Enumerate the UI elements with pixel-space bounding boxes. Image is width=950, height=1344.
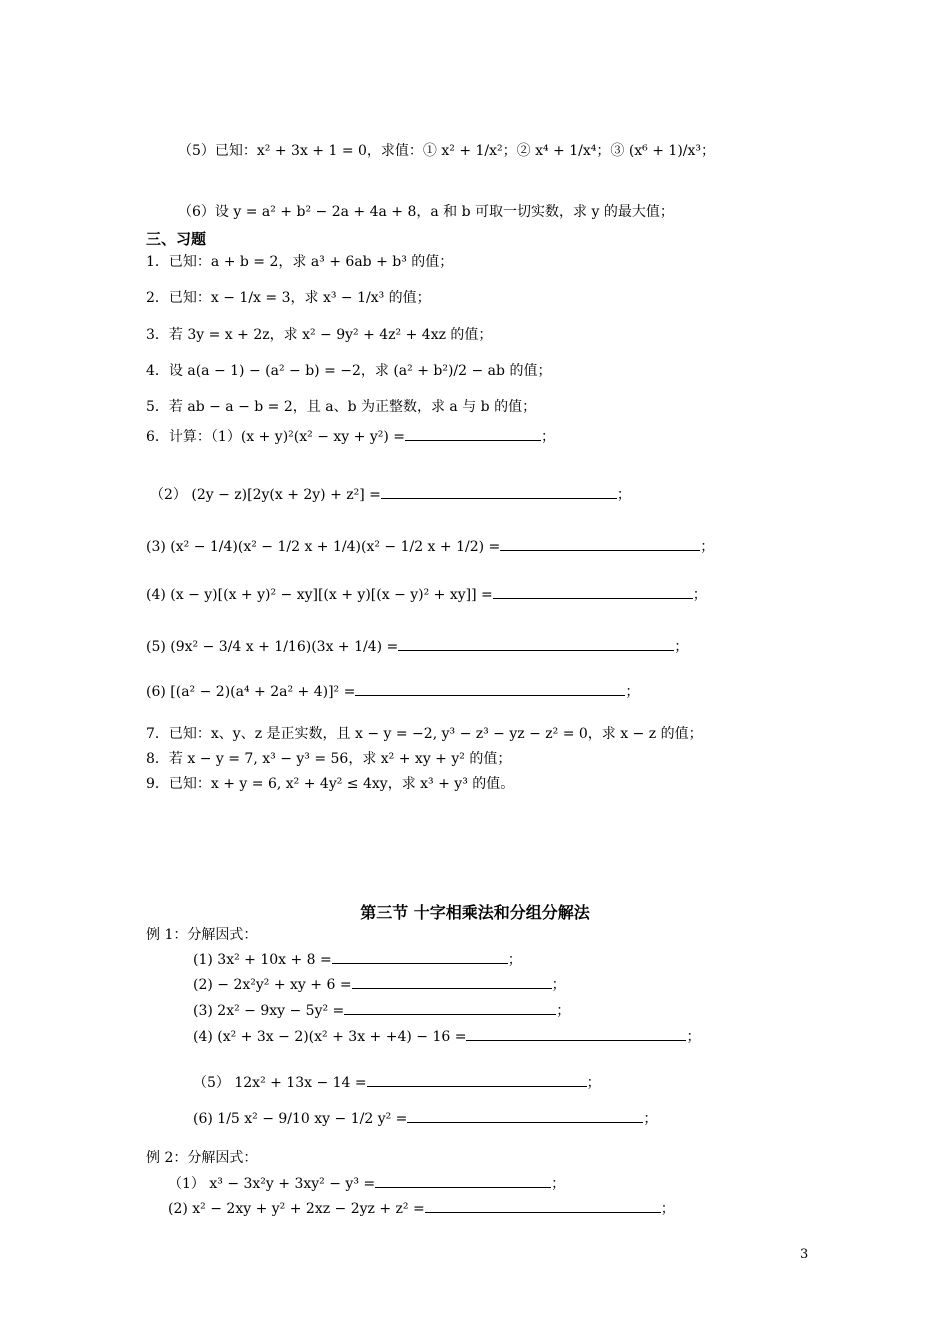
answer-blank [381, 486, 617, 499]
exercise-7: 7．已知：x、y、z 是正实数，且 x − y = −2, y³ − z³ − yz − z² = 0，求 x − z 的值； [146, 726, 703, 742]
exercise-6-5: (5) (9x² − 3/4 x + 1/16)(3x + 1/4) = ； [146, 639, 689, 655]
exercise-6-5-text: (5) (9x² − 3/4 x + 1/16)(3x + 1/4) = [146, 639, 399, 655]
exercise-6-4-text: (4) (x − y)[(x + y)² − xy][(x + y)[(x − y)² + xy]] = [146, 587, 493, 603]
section-heading-exercises: 三、习题 [146, 230, 207, 248]
problem-5 [178, 142, 715, 160]
exercise-6-1: 6．计算：（1）(x + y)²(x² − xy + y²) = ； [146, 429, 555, 445]
answer-blank [355, 683, 625, 696]
exercise-6-4: (4) (x − y)[(x + y)² − xy][(x + y)[(x − y)² + xy]] = ； [146, 587, 707, 603]
exercise-6-6-text: (6) [(a² − 2)(a⁴ + 2a² + 4)]² = [146, 684, 356, 700]
example-1-3-text: (3) 2x² − 9xy − 5y² = [193, 1003, 345, 1019]
answer-blank [407, 1110, 643, 1123]
answer-blank [425, 1200, 661, 1213]
example-1-4: (4) (x² + 3x − 2)(x² + 3x + +4) − 16 = ； [193, 1029, 701, 1045]
answer-blank [367, 1074, 587, 1087]
example-1-4-text: (4) (x² + 3x − 2)(x² + 3x + +4) − 16 = [193, 1029, 467, 1045]
example-1-5: （5） 12x² + 13x − 14 = ； [193, 1075, 601, 1091]
example-1-2-text: (2) − 2x²y² + xy + 6 = [193, 977, 352, 993]
answer-blank [500, 538, 700, 551]
answer-blank [332, 951, 508, 964]
example-1-5-text: （5） 12x² + 13x − 14 = [193, 1075, 367, 1091]
answer-blank [466, 1028, 686, 1041]
exercise-2: 2．已知：x − 1/x = 3，求 x³ − 1/x³ 的值； [146, 290, 431, 306]
exercise-6-2: （2） (2y − z)[2y(x + 2y) + z²] = ； [150, 487, 631, 503]
answer-blank [344, 1002, 556, 1015]
exercise-9: 9．已知：x + y = 6, x² + 4y² ≤ 4xy，求 x³ + y³ 的值。 [146, 776, 515, 792]
exercise-6-3-text: (3) (x² − 1/4)(x² − 1/2 x + 1/4)(x² − 1/2 x + 1/2) = [146, 539, 501, 555]
example-1-1: (1) 3x² + 10x + 8 = ； [193, 952, 522, 968]
page-number: 3 [800, 1247, 809, 1262]
answer-blank [352, 976, 552, 989]
example-2-1-text: （1） x³ − 3x²y + 3xy² − y³ = [168, 1176, 376, 1192]
exercise-6-1-text: 6．计算：（1）(x + y)²(x² − xy + y²) = [146, 429, 405, 445]
section-title: 第三节 十字相乘法和分组分解法 [360, 903, 590, 922]
problem-6-text: （6）设 y = a² + b² − 2a + 4a + 8，a 和 b 可取一切实数，求 y 的最大值； [178, 204, 674, 220]
exercise-8: 8．若 x − y = 7, x³ − y³ = 56，求 x² + xy + y² 的值； [146, 751, 512, 767]
exercise-6-3: (3) (x² − 1/4)(x² − 1/2 x + 1/4)(x² − 1/2 x + 1/2) = ； [146, 539, 715, 555]
problem-6 [178, 203, 674, 221]
exercise-6-2-text: （2） (2y − z)[2y(x + 2y) + z²] = [150, 487, 381, 503]
example-2-2-text: (2) x² − 2xy + y² + 2xz − 2yz + z² = [168, 1201, 425, 1217]
exercise-5: 5．若 ab − a − b = 2，且 a、b 为正整数，求 a 与 b 的值； [146, 399, 537, 415]
example-1-6-text: (6) 1/5 x² − 9/10 xy − 1/2 y² = [193, 1111, 408, 1127]
exercise-1: 1．已知：a + b = 2，求 a³ + 6ab + b³ 的值； [146, 254, 454, 270]
problem-5-text: （5）已知：x² + 3x + 1 = 0，求值：① x² + 1/x²；② x⁴ + 1/x⁴；③ (x⁶ + 1)/x³； [178, 143, 716, 159]
example-2-2: (2) x² − 2xy + y² + 2xz − 2yz + z² = ； [168, 1201, 675, 1217]
exercise-3: 3．若 3y = x + 2z，求 x² − 9y² + 4z² + 4xz 的值； [146, 327, 493, 343]
example-1-3: (3) 2x² − 9xy − 5y² = ； [193, 1003, 571, 1019]
answer-blank [405, 428, 541, 441]
example-1-6: (6) 1/5 x² − 9/10 xy − 1/2 y² = ； [193, 1111, 658, 1127]
example-1-label: 例 1：分解因式： [146, 927, 258, 943]
example-1-1-text: (1) 3x² + 10x + 8 = [193, 952, 332, 968]
exercise-4: 4．设 a(a − 1) − (a² − b) = −2，求 (a² + b²)/2 − ab 的值； [146, 363, 552, 379]
example-1-2: (2) − 2x²y² + xy + 6 = ； [193, 977, 566, 993]
answer-blank [375, 1175, 551, 1188]
example-2-1: （1） x³ − 3x²y + 3xy² − y³ = ； [168, 1176, 566, 1192]
exercise-6-6: (6) [(a² − 2)(a⁴ + 2a² + 4)]² = ； [146, 684, 640, 700]
answer-blank [493, 586, 693, 599]
answer-blank [398, 638, 674, 651]
example-2-label: 例 2：分解因式： [146, 1150, 258, 1166]
